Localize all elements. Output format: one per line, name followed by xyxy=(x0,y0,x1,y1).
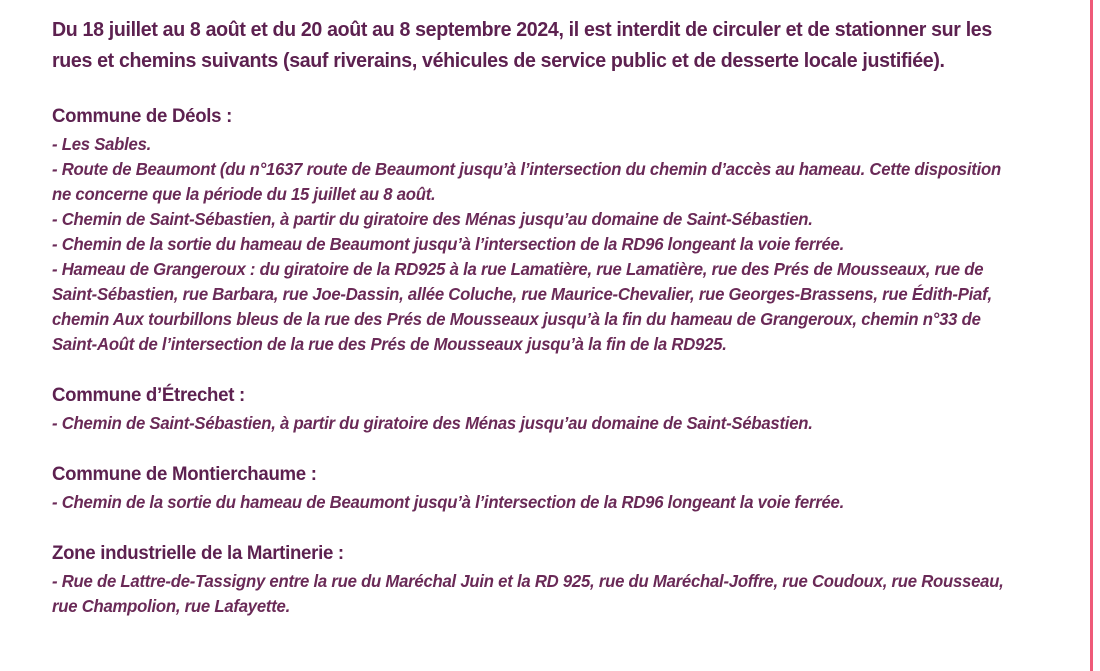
section-zone-industrielle-martinerie xyxy=(52,539,1062,619)
section-heading-commune-deols: Commune de Déols : xyxy=(52,105,233,127)
list-item: - Rue de Lattre-de-Tassigny entre la rue du Maréchal Juin et la RD 925, rue du Maréchal-Joffre, rue Coudoux, rue Rousseau, rue Champolion, rue Lafayette. xyxy=(52,571,1004,616)
list-item: - Hameau de Grangeroux : du giratoire de la RD925 à la rue Lamatière, rue Lamatière, rue des Prés de Mousseaux, rue de Saint-Sébastien, rue Barbara, rue Joe-Dassin, allée Coluche, rue Maurice-Chevalier, rue Georges-Brassens, rue Édith-Piaf, chemin Aux tourbillons bleus de la rue des Prés de Mousseaux jusqu’à la fin du hameau de Grangeroux, chemin n°33 de Saint-Août de l’intersection de la rue des Prés de Mousseaux jusqu’à la fin de la RD925. xyxy=(52,259,992,354)
list-item: - Chemin de Saint-Sébastien, à partir du giratoire des Ménas jusqu’au domaine de Saint-Sébastien. xyxy=(52,209,813,229)
notice-intro-paragraph: Du 18 juillet au 8 août et du 20 août au 8 septembre 2024, il est interdit de circuler et de stationner sur les rues et chemins suivants (sauf riverains, véhicules de service public et de desserte locale justifiée). xyxy=(52,18,992,72)
right-edge-rule xyxy=(1090,0,1093,671)
list-item: - Chemin de Saint-Sébastien, à partir du giratoire des Ménas jusqu’au domaine de Saint-Sébastien. xyxy=(52,413,813,433)
road-closure-notice xyxy=(52,14,1062,619)
list-item: - Chemin de la sortie du hameau de Beaumont jusqu’à l’intersection de la RD96 longeant la voie ferrée. xyxy=(52,234,844,254)
section-body-commune-deols xyxy=(52,132,1017,357)
section-body-commune-montierchaume xyxy=(52,490,1017,515)
list-item: - Route de Beaumont (du n°1637 route de Beaumont jusqu’à l’intersection du chemin d’accès au hameau. Cette disposition ne concerne que la période du 15 juillet au 8 août. xyxy=(52,159,1001,204)
section-commune-deols xyxy=(52,102,1062,357)
list-item: - Les Sables. xyxy=(52,134,152,154)
section-heading-zone-industrielle-martinerie: Zone industrielle de la Martinerie : xyxy=(52,542,344,564)
section-heading-commune-montierchaume: Commune de Montierchaume : xyxy=(52,463,317,485)
section-body-commune-etrechet xyxy=(52,411,1017,436)
section-commune-etrechet xyxy=(52,381,1062,436)
section-body-zone-industrielle-martinerie xyxy=(52,569,1017,619)
section-heading-commune-etrechet: Commune d’Étrechet : xyxy=(52,384,245,406)
section-commune-montierchaume xyxy=(52,460,1062,515)
list-item: - Chemin de la sortie du hameau de Beaumont jusqu’à l’intersection de la RD96 longeant la voie ferrée. xyxy=(52,492,844,512)
